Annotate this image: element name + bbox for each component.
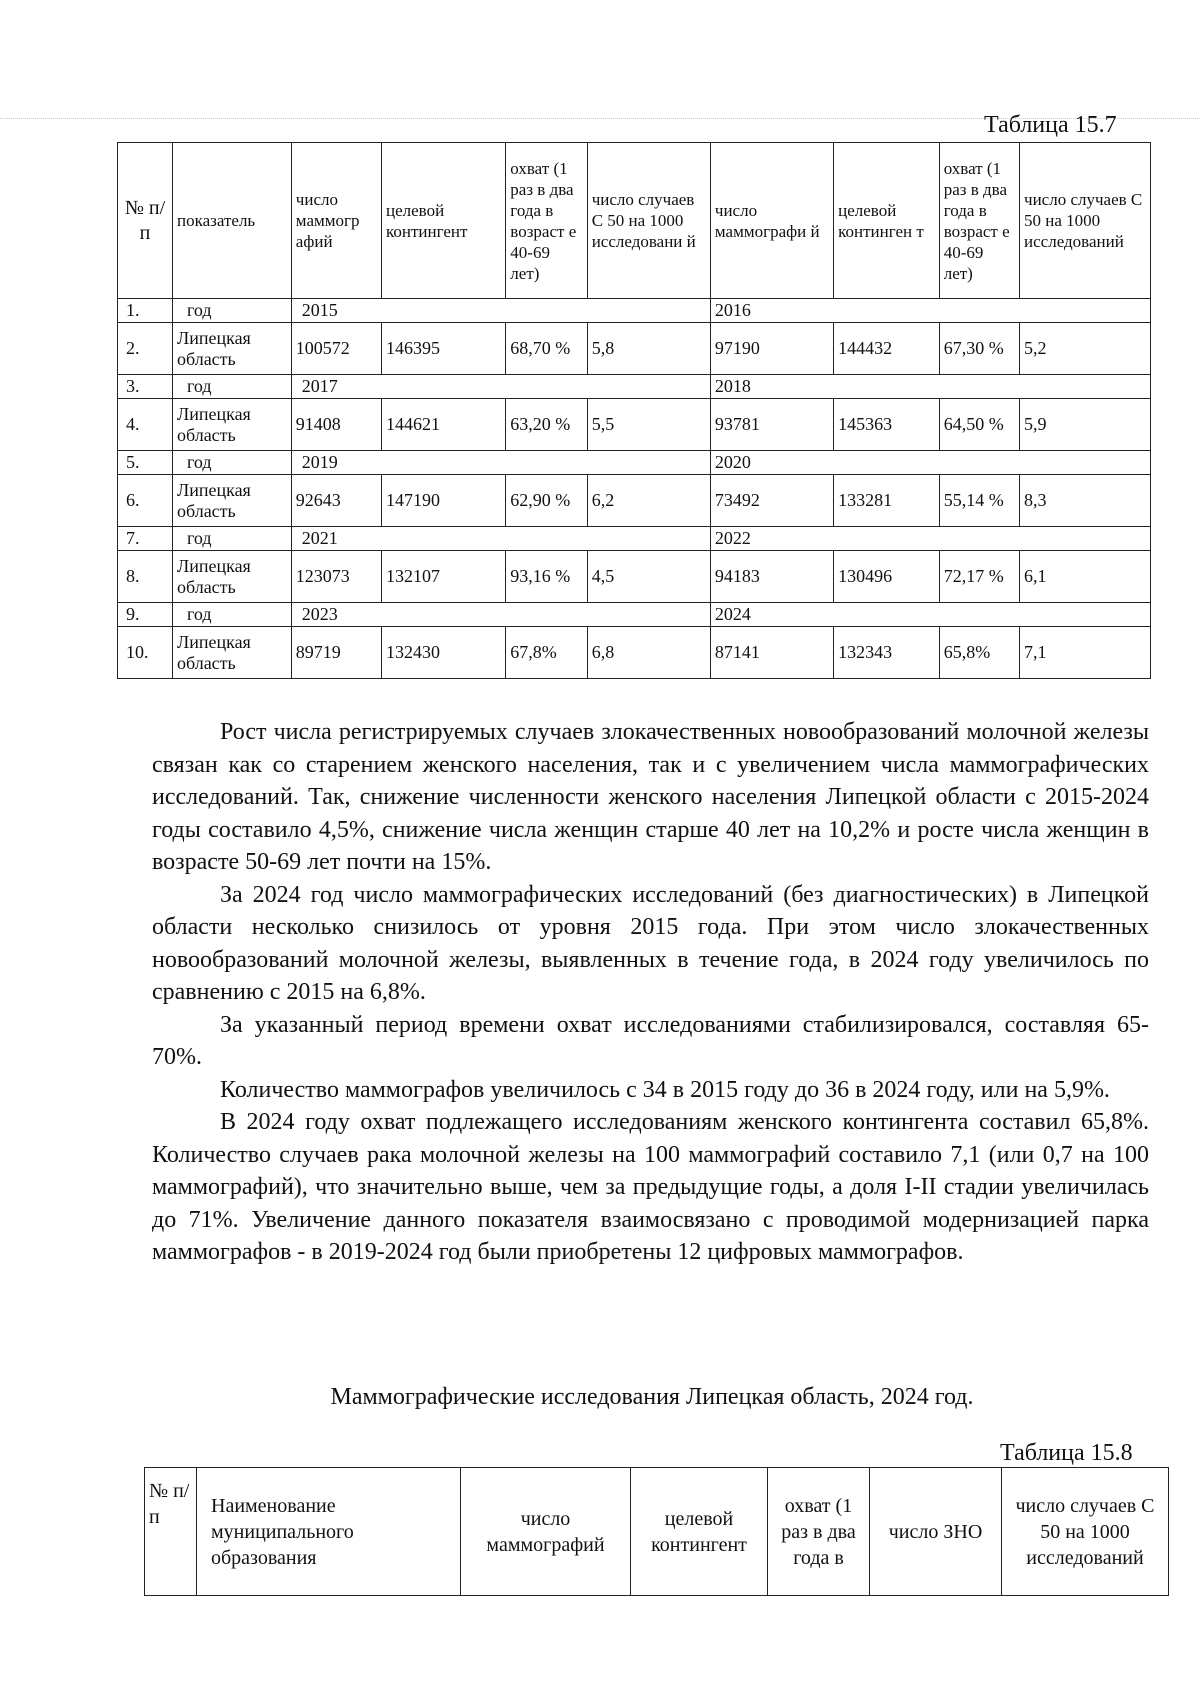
col-header: целевой контингент xyxy=(631,1468,768,1596)
table-row xyxy=(118,551,1151,603)
data-cell: 133281 xyxy=(834,475,940,527)
table-row xyxy=(118,527,1151,551)
mammography-table-15-7 xyxy=(117,142,1151,679)
data-cell: 123073 xyxy=(291,551,381,603)
data-cell: 64,50 % xyxy=(939,399,1019,451)
data-cell: 72,17 % xyxy=(939,551,1019,603)
row-index: 10. xyxy=(118,627,173,679)
data-cell: 6,8 xyxy=(587,627,710,679)
body-text xyxy=(152,716,1149,1269)
table-header-row xyxy=(118,143,1151,299)
data-cell: 144432 xyxy=(834,323,940,375)
row-label: год xyxy=(173,527,292,551)
data-cell: 100572 xyxy=(291,323,381,375)
row-label: Липецкая область xyxy=(173,551,292,603)
col-header: № п/п xyxy=(145,1468,197,1596)
table-row xyxy=(118,451,1151,475)
paragraph: Количество маммографов увеличилось с 34 в 2015 году до 36 в 2024 году, или на 5,9%. xyxy=(220,1076,1110,1103)
data-cell: 97190 xyxy=(710,323,833,375)
col-header: число маммогр афий xyxy=(291,143,381,299)
data-cell: 63,20 % xyxy=(506,399,587,451)
col-header: № п/п xyxy=(118,143,173,299)
data-cell: 4,5 xyxy=(587,551,710,603)
paragraph: За 2024 год число маммографических исследований (без диагностических) в Липецкой области несколько снизилось от уровня 2015 года. При этом число злокачественных новообразований молочной железы, выявленных в течение года, в 2024 году увеличилось по сравнению с 2015 на 6,8%. xyxy=(152,881,1149,1005)
row-index: 3. xyxy=(118,375,173,399)
table-row xyxy=(118,299,1151,323)
row-label: год xyxy=(173,375,292,399)
year-cell: 2020 xyxy=(710,451,1150,475)
col-header: охват (1 раз в два года в xyxy=(768,1468,870,1596)
data-cell: 55,14 % xyxy=(939,475,1019,527)
row-label: год xyxy=(173,603,292,627)
data-cell: 91408 xyxy=(291,399,381,451)
data-cell: 132430 xyxy=(382,627,506,679)
section-title: Маммографические исследования Липецкая область, 2024 год. xyxy=(330,1384,974,1410)
paragraph: В 2024 году охват подлежащего исследованиям женского контингента составил 65,8%. Количество случаев рака молочной железы на 100 маммографий составило 7,1 (или 0,7 на 100 маммографий), что значительно выше, чем за предыдущие годы, а доля I-II стадии увеличилась до 71%. Увеличение данного показателя взаимосвязано с проводимой модернизацией парка маммографов - в 2019-2024 год были приобретены 12 цифровых маммографов. xyxy=(152,1109,1149,1265)
data-cell: 67,30 % xyxy=(939,323,1019,375)
table-row xyxy=(118,323,1151,375)
table-caption: Таблица 15.7 xyxy=(984,112,1117,138)
col-header: число случаев С 50 на 1000 исследований xyxy=(1020,143,1151,299)
data-cell: 67,8% xyxy=(506,627,587,679)
table-row xyxy=(118,603,1151,627)
row-index: 2. xyxy=(118,323,173,375)
col-header: охват (1 раз в два года в возраст е 40-69 лет) xyxy=(939,143,1019,299)
row-label: Липецкая область xyxy=(173,627,292,679)
data-cell: 6,2 xyxy=(587,475,710,527)
row-index: 9. xyxy=(118,603,173,627)
table-header-row xyxy=(145,1468,1169,1596)
data-cell: 93781 xyxy=(710,399,833,451)
data-cell: 7,1 xyxy=(1020,627,1151,679)
row-index: 7. xyxy=(118,527,173,551)
data-cell: 92643 xyxy=(291,475,381,527)
col-header: целевой континген т xyxy=(834,143,940,299)
year-cell: 2023 xyxy=(291,603,710,627)
row-label: год xyxy=(173,299,292,323)
col-header: число маммографи й xyxy=(710,143,833,299)
data-cell: 73492 xyxy=(710,475,833,527)
data-cell: 147190 xyxy=(382,475,506,527)
data-cell: 62,90 % xyxy=(506,475,587,527)
col-header: охват (1 раз в два года в возраст е 40-69 лет) xyxy=(506,143,587,299)
data-cell: 6,1 xyxy=(1020,551,1151,603)
data-cell: 132343 xyxy=(834,627,940,679)
col-header: число случаев С 50 на 1000 исследований xyxy=(1002,1468,1169,1596)
col-header: показатель xyxy=(173,143,292,299)
col-header: целевой контингент xyxy=(382,143,506,299)
row-index: 1. xyxy=(118,299,173,323)
col-header: число случаев С 50 на 1000 исследовани й xyxy=(587,143,710,299)
col-header: Наименование муниципального образования xyxy=(197,1468,461,1596)
year-cell: 2022 xyxy=(710,527,1150,551)
data-cell: 87141 xyxy=(710,627,833,679)
row-index: 8. xyxy=(118,551,173,603)
data-cell: 94183 xyxy=(710,551,833,603)
row-label: Липецкая область xyxy=(173,323,292,375)
table-row xyxy=(118,399,1151,451)
row-label: год xyxy=(173,451,292,475)
data-cell: 93,16 % xyxy=(506,551,587,603)
row-label: Липецкая область xyxy=(173,399,292,451)
data-cell: 5,2 xyxy=(1020,323,1151,375)
year-cell: 2018 xyxy=(710,375,1150,399)
data-cell: 8,3 xyxy=(1020,475,1151,527)
data-cell: 132107 xyxy=(382,551,506,603)
paragraph: За указанный период времени охват исследованиями стабилизировался, составляя 65-70%. xyxy=(152,1011,1149,1070)
year-cell: 2016 xyxy=(710,299,1150,323)
data-cell: 65,8% xyxy=(939,627,1019,679)
table-row xyxy=(118,475,1151,527)
col-header: число маммографий xyxy=(461,1468,631,1596)
mammography-table-15-8 xyxy=(144,1467,1169,1596)
data-cell: 89719 xyxy=(291,627,381,679)
data-cell: 5,5 xyxy=(587,399,710,451)
year-cell: 2021 xyxy=(291,527,710,551)
paragraph: Рост числа регистрируемых случаев злокачественных новообразований молочной железы связан как со старением женского населения, так и с увеличением числа маммографических исследований. Так, снижение численности женского населения Липецкой области с 2015-2024 годы составило 4,5%, снижение числа женщин старше 40 лет на 10,2% и росте числа женщин в возрасте 50-69 лет почти на 15%. xyxy=(152,719,1149,875)
data-cell: 68,70 % xyxy=(506,323,587,375)
table-row xyxy=(118,627,1151,679)
table-row xyxy=(118,375,1151,399)
year-cell: 2019 xyxy=(291,451,710,475)
data-cell: 144621 xyxy=(382,399,506,451)
col-header: число ЗНО xyxy=(870,1468,1002,1596)
row-index: 4. xyxy=(118,399,173,451)
year-cell: 2015 xyxy=(291,299,710,323)
row-label: Липецкая область xyxy=(173,475,292,527)
table-caption: Таблица 15.8 xyxy=(1000,1440,1133,1466)
data-cell: 5,9 xyxy=(1020,399,1151,451)
row-index: 5. xyxy=(118,451,173,475)
data-cell: 145363 xyxy=(834,399,940,451)
year-cell: 2024 xyxy=(710,603,1150,627)
data-cell: 5,8 xyxy=(587,323,710,375)
data-cell: 146395 xyxy=(382,323,506,375)
row-index: 6. xyxy=(118,475,173,527)
data-cell: 130496 xyxy=(834,551,940,603)
year-cell: 2017 xyxy=(291,375,710,399)
